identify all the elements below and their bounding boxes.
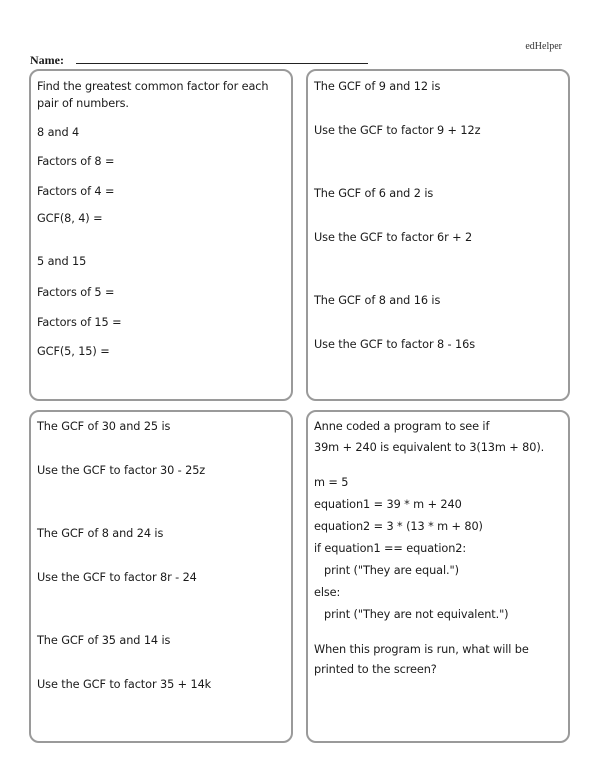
question-text: printed to the screen? bbox=[314, 663, 437, 676]
question-text: When this program is run, what will be bbox=[314, 643, 529, 656]
pair-heading: 5 and 15 bbox=[37, 255, 87, 268]
factors-prompt: Factors of 15 = bbox=[37, 316, 122, 329]
gcf-prompt: GCF(8, 4) = bbox=[37, 212, 103, 225]
brand-label: edHelper bbox=[525, 41, 562, 52]
factors-prompt: Factors of 8 = bbox=[37, 155, 115, 168]
code-line: equation1 = 39 * m + 240 bbox=[314, 498, 462, 511]
code-line: print ("They are equal.") bbox=[324, 564, 459, 577]
gcf-factors-panel bbox=[29, 69, 293, 401]
gcf-question: The GCF of 30 and 25 is bbox=[37, 420, 171, 433]
pair-heading: 8 and 4 bbox=[37, 126, 80, 139]
gcf-question: The GCF of 8 and 24 is bbox=[37, 527, 164, 540]
factors-prompt: Factors of 4 = bbox=[37, 185, 115, 198]
program-panel bbox=[306, 410, 570, 743]
code-line: if equation1 == equation2: bbox=[314, 542, 467, 555]
gcf-prompt: GCF(5, 15) = bbox=[37, 345, 110, 358]
factor-question: Use the GCF to factor 8r - 24 bbox=[37, 571, 197, 584]
name-input-line[interactable] bbox=[76, 63, 368, 64]
name-label: Name: bbox=[30, 53, 64, 67]
intro-text: Anne coded a program to see if bbox=[314, 420, 490, 433]
intro-text: 39m + 240 is equivalent to 3(13m + 80). bbox=[314, 441, 545, 454]
gcf-factor-panel-a bbox=[306, 69, 570, 401]
factor-question: Use the GCF to factor 30 - 25z bbox=[37, 464, 206, 477]
gcf-question: The GCF of 8 and 16 is bbox=[314, 294, 441, 307]
instructions: Find the greatest common factor for each pair of numbers. bbox=[37, 80, 269, 110]
factor-question: Use the GCF to factor 35 + 14k bbox=[37, 678, 212, 691]
gcf-factor-panel-b bbox=[29, 410, 293, 743]
factors-prompt: Factors of 5 = bbox=[37, 286, 115, 299]
gcf-question: The GCF of 35 and 14 is bbox=[37, 634, 171, 647]
factor-question: Use the GCF to factor 6r + 2 bbox=[314, 231, 473, 244]
factor-question: Use the GCF to factor 9 + 12z bbox=[314, 124, 481, 137]
gcf-question: The GCF of 9 and 12 is bbox=[314, 80, 441, 93]
gcf-question: The GCF of 6 and 2 is bbox=[314, 187, 434, 200]
factor-question: Use the GCF to factor 8 - 16s bbox=[314, 338, 475, 351]
code-line: else: bbox=[314, 586, 341, 599]
code-line: m = 5 bbox=[314, 476, 349, 489]
code-line: print ("They are not equivalent.") bbox=[324, 608, 509, 621]
code-line: equation2 = 3 * (13 * m + 80) bbox=[314, 520, 483, 533]
